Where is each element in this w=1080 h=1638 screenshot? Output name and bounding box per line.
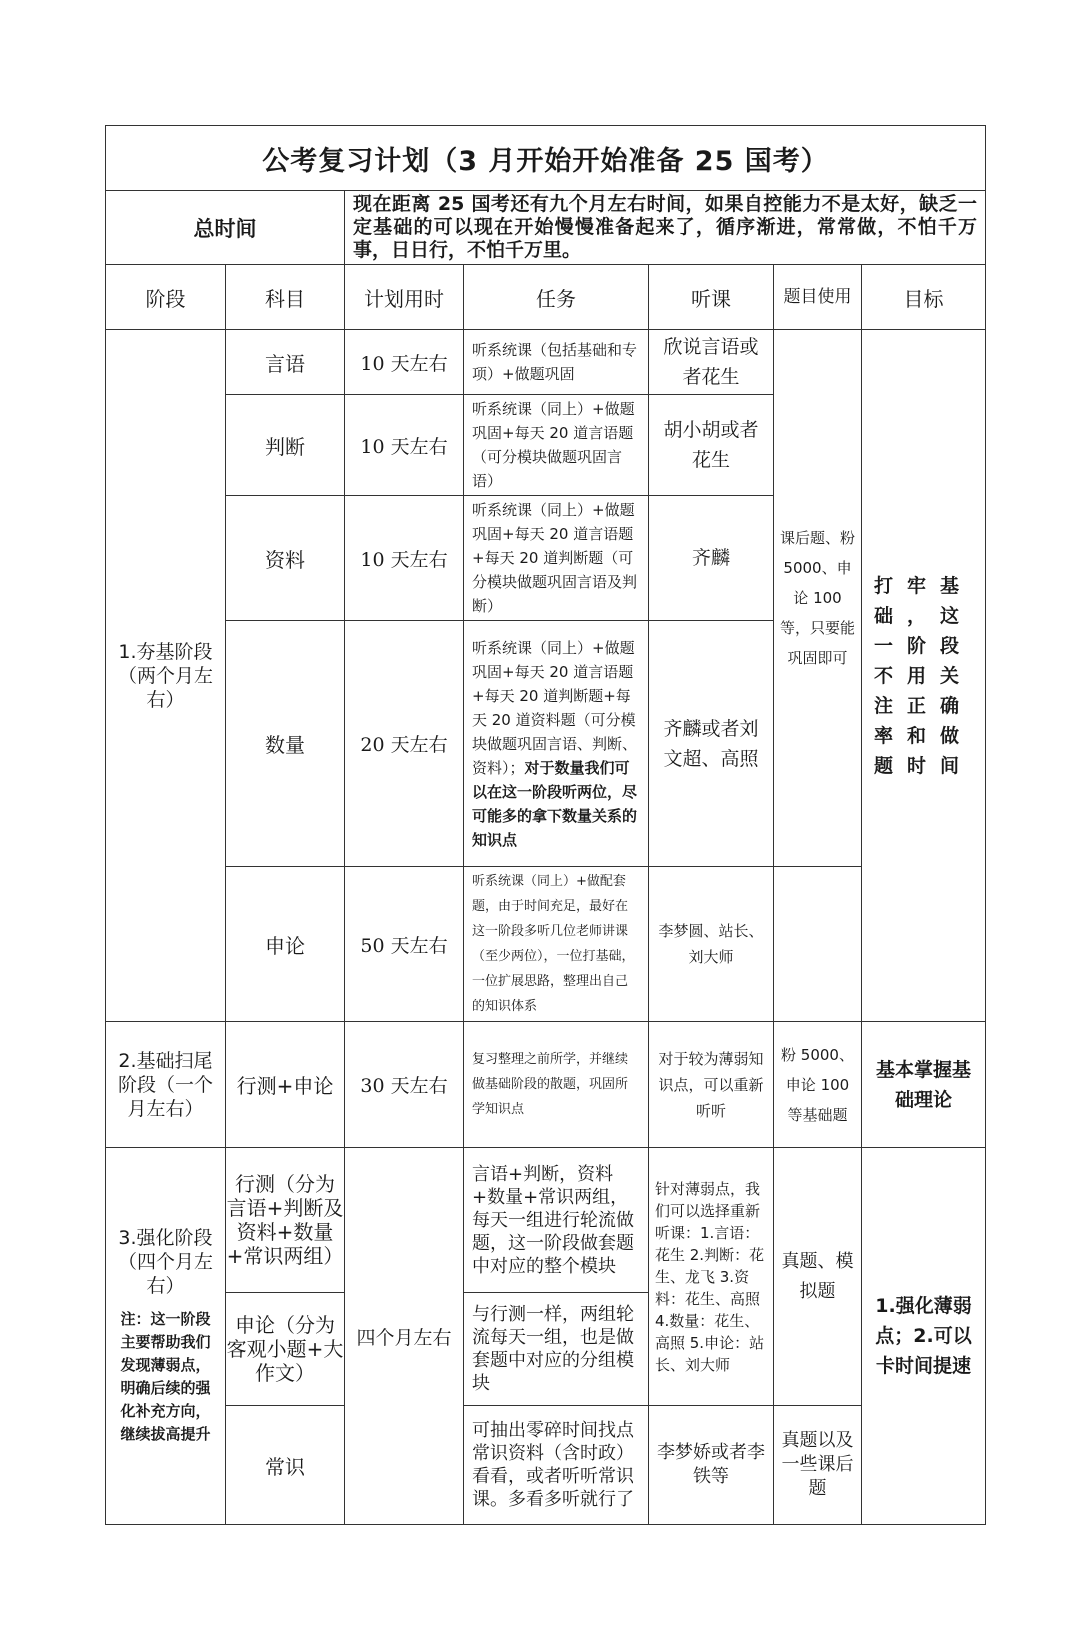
time-cell: 四个月左右 [345,1148,464,1525]
task-cell: 言语+判断，资料+数量+常识两组，每天一组进行轮流做题，这一阶段做套题中对应的整个模块 [464,1148,649,1293]
time-cell: 10 天左右 [345,395,464,496]
task-cell: 复习整理之前所学，并继续做基础阶段的散题，巩固所学知识点 [464,1022,649,1148]
task-cell: 可抽出零碎时间找点常识资料（含时政）看看，或者听听常识课。多看多听就行了 [464,1406,649,1525]
stage1-usage: 课后题、粉 5000、申论 100 等，只要能巩固即可 [774,330,862,867]
lecture-cell: 齐麟或者刘文超、高照 [649,621,774,867]
stage3-cell [106,1148,226,1525]
stage1-name: 1.夯基阶段（两个月左右） [106,330,226,1022]
subject-cell: 行测+申论 [226,1022,345,1148]
table-row [106,867,986,1022]
subject-cell: 常识 [226,1406,345,1525]
subject-cell: 行测（分为言语+判断及资料+数量+常识两组） [226,1148,345,1293]
subject-cell: 数量 [226,621,345,867]
time-cell: 50 天左右 [345,867,464,1022]
header-subject: 科目 [226,265,345,330]
stage3-usage: 真题、模拟题 [774,1148,862,1406]
stage2-goal: 基本掌握基础理论 [862,1022,986,1148]
task-cell [464,621,649,867]
lecture-cell: 李梦娇或者李铁等 [649,1406,774,1525]
usage-cell: 真题以及一些课后题 [774,1406,862,1525]
time-cell: 10 天左右 [345,496,464,621]
lecture-cell: 李梦圆、站长、刘大师 [649,867,774,1022]
task-cell: 听系统课（同上）+做题巩固+每天 20 道言语题（可分模块做题巩固言语） [464,395,649,496]
page-title: 公考复习计划（3 月开始开始准备 25 国考） [106,126,986,191]
stage2-name: 2.基础扫尾阶段（一个月左右） [106,1022,226,1148]
lecture-cell: 针对薄弱点，我们可以选择重新听课：1.言语：花生 2.判断：花生、龙飞 3.资料：花生、高照 4.数量：花生、高照 5.申论：站长、刘大师 [649,1148,774,1406]
lecture-cell: 胡小胡或者花生 [649,395,774,496]
task-cell: 听系统课（包括基础和专项）+做题巩固 [464,330,649,395]
stage1-goal: 打牢基础，这一阶段不用关注正确率和做题时间 [862,330,986,1022]
subject-cell: 资料 [226,496,345,621]
subject-cell: 言语 [226,330,345,395]
time-cell: 30 天左右 [345,1022,464,1148]
lecture-cell: 齐麟 [649,496,774,621]
lecture-cell: 欣说言语或者花生 [649,330,774,395]
table-row [106,1406,986,1525]
stage3-note: 注：这一阶段主要帮助我们发现薄弱点，明确后续的强化补充方向，继续拔高提升 [120,1310,211,1443]
subject-cell: 申论（分为客观小题+大作文） [226,1293,345,1406]
total-time-label: 总时间 [106,191,345,265]
task-cell: 与行测一样，两组轮流每天一组，也是做套题中对应的分组模块 [464,1293,649,1406]
task-cell: 听系统课（同上）+做配套题，由于时间充足，最好在这一阶段多听几位老师讲课（至少两位），一位打基础，一位扩展思路，整理出自己的知识体系 [464,867,649,1022]
empty-cell [774,867,862,1022]
header-lecture: 听课 [649,265,774,330]
table-row [106,1022,986,1148]
task-text: 听系统课（同上）+做题巩固+每天 20 道言语题+每天 20 道判断题+每天 20 道资料题（可分模块做题巩固言语、判断、资料）； [472,638,638,777]
total-time-text: 现在距离 25 国考还有九个月左右时间，如果自控能力不是太好，缺乏一定基础的可以现在开始慢慢准备起来了，循序渐进，常常做，不怕千万事，日日行，不怕千万里。 [345,191,986,265]
stage3-name: 3.强化阶段（四个月左右） [117,1227,213,1297]
study-plan-table [105,125,986,1525]
table-row [106,330,986,395]
header-stage: 阶段 [106,265,226,330]
header-goal: 目标 [862,265,986,330]
time-cell: 20 天左右 [345,621,464,867]
subject-cell: 申论 [226,867,345,1022]
header-usage: 题目使用 [774,265,862,330]
header-task: 任务 [464,265,649,330]
subject-cell: 判断 [226,395,345,496]
header-time: 计划用时 [345,265,464,330]
time-cell: 10 天左右 [345,330,464,395]
table-row [106,1148,986,1293]
task-bold-text: 对于数量我们可以在这一阶段听两位，尽可能多的拿下数量关系的知识点 [472,758,638,849]
stage3-goal: 1.强化薄弱点；2.可以卡时间提速 [862,1148,986,1525]
stage2-usage: 粉 5000、申论 100 等基础题 [774,1022,862,1148]
lecture-cell: 对于较为薄弱知识点，可以重新听听 [649,1022,774,1148]
task-cell: 听系统课（同上）+做题巩固+每天 20 道言语题+每天 20 道判断题（可分模块做题巩固言语及判断） [464,496,649,621]
